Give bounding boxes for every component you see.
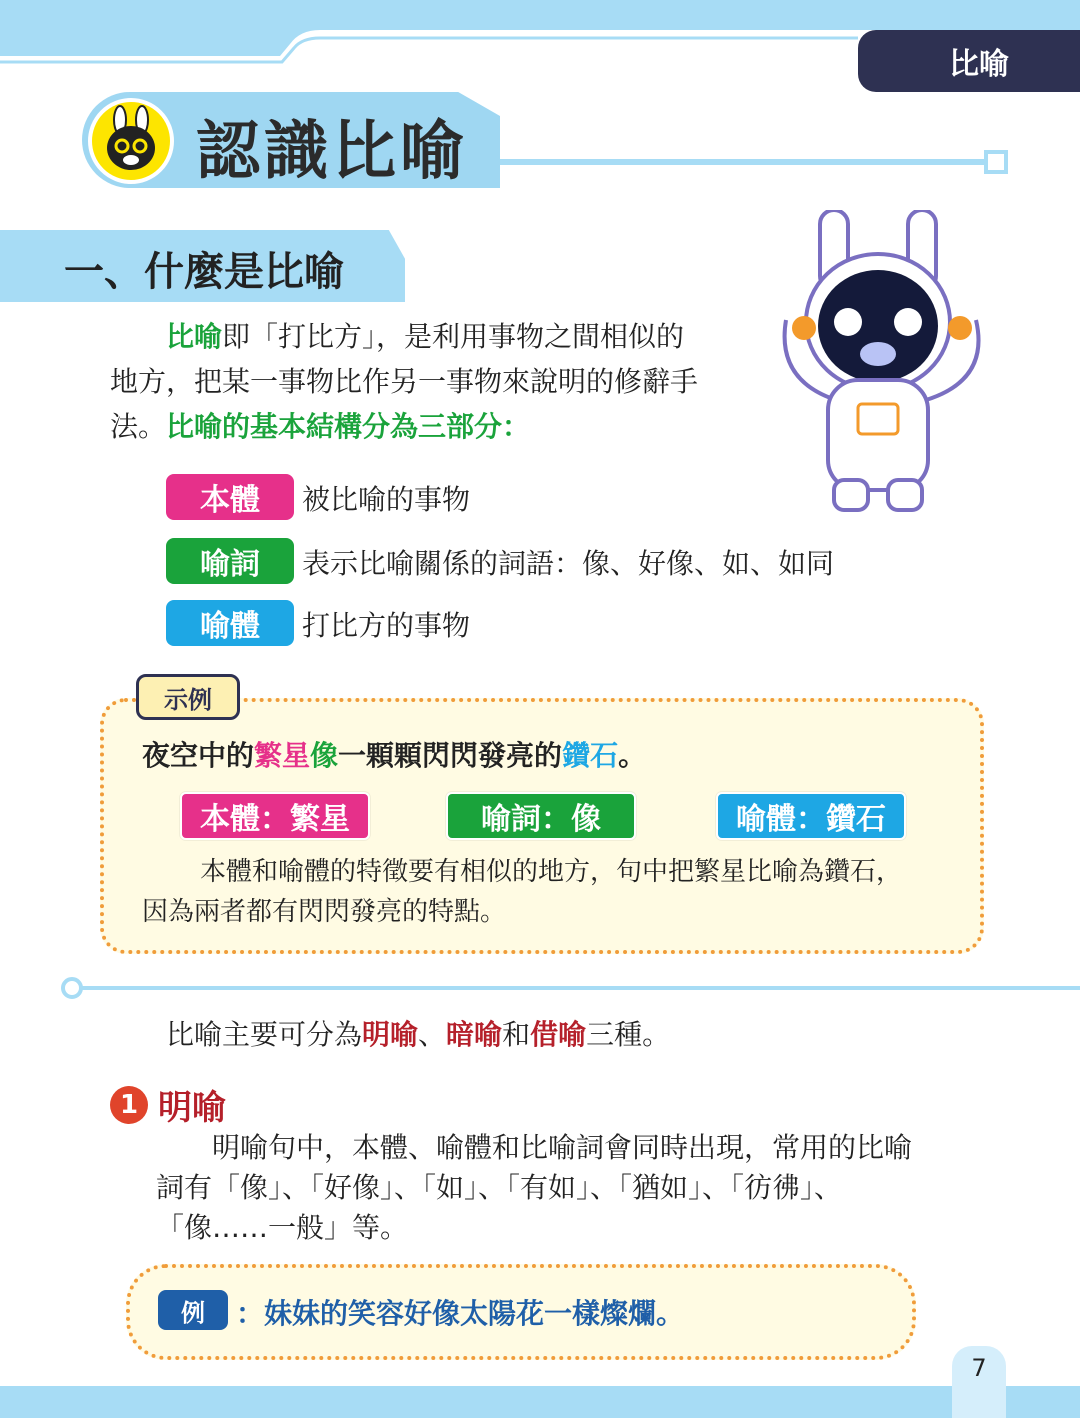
types-and: 和 [502,1018,531,1051]
chip-benti: 本體：繁星 [180,792,370,840]
type1-number: 1 [110,1086,148,1124]
robot-rabbit-mascot-icon [776,210,996,515]
intro-line2: 地方，把某一事物比作另一事物來說明的修辭手 [110,365,699,398]
explain-line2: 因為兩者都有閃閃發亮的特點。 [142,897,507,927]
type-anyu: 暗喻 [446,1018,503,1051]
type1-line2: 詞有「像」、「好像」、「如」、「有如」、「猶如」、「彷彿」、 [156,1171,843,1204]
bottom-decoration-band [0,1386,1080,1418]
type1-description [156,1128,976,1248]
chip-yuti: 喻體：鑽石 [716,792,906,840]
section-title: 一、什麼是比喻 [64,249,344,295]
part-tag-yuti: 喻體 [166,600,294,646]
type1-example-label: 例 [158,1290,228,1330]
ex-sentence-benti: 繁星 [254,739,311,772]
type1-line3: 「像……一般」等。 [156,1211,409,1244]
part-desc-yuti: 打比方的事物 [302,609,471,642]
type-jieyu: 借喻 [530,1018,587,1051]
type1-line1: 明喻句中，本體、喻體和比喻詞會同時出現，常用的比喻 [212,1131,913,1164]
intro-term: 比喻 [166,320,223,353]
type1-title: 明喻 [158,1088,226,1128]
ex-sentence-end: 。 [618,739,647,772]
ex-sentence-part: 一顆顆閃閃發亮的 [338,739,563,772]
title-decoration-line [500,150,1010,174]
explain-line1: 本體和喻體的特徵要有相似的地方，句中把繁星比喻為鑽石， [200,857,903,887]
type1-heading [110,1080,226,1129]
types-sep: 、 [418,1018,447,1051]
intro-line3-prefix: 法。 [110,410,167,443]
page-title: 認識比喻 [196,115,468,189]
example-explanation [142,852,962,932]
chip-yuci: 喻詞：像 [446,792,636,840]
example-label: 示例 [136,674,240,720]
types-intro-a: 比喻主要可分為 [166,1018,363,1051]
intro-rest: 即「打比方」，是利用事物之間相似的 [222,320,685,353]
types-intro-end: 三種。 [586,1018,671,1051]
part-tag-yuci: 喻詞 [166,538,294,584]
part-tag-benti: 本體 [166,474,294,520]
section-divider [60,976,1080,1000]
ex-sentence-yuti: 鑽石 [562,739,619,772]
types-intro [166,1012,670,1057]
intro-paragraph [110,314,770,449]
part-desc-benti: 被比喻的事物 [302,483,471,516]
topic-tab: 比喻 [858,30,1080,92]
mascot-badge-icon [88,98,174,184]
part-desc-yuci: 表示比喻關係的詞語：像、好像、如、如同 [302,547,835,580]
page-number: 7 [952,1346,1006,1418]
type1-example-text: ：妹妹的笑容好像太陽花一樣燦爛。 [236,1297,685,1330]
type-mingyu: 明喻 [362,1018,419,1051]
ex-sentence-yuci: 像 [310,739,339,772]
ex-sentence-part: 夜空中的 [142,739,255,772]
example-sentence [142,734,646,774]
intro-line3-highlight: 比喻的基本結構分為三部分： [166,410,531,443]
